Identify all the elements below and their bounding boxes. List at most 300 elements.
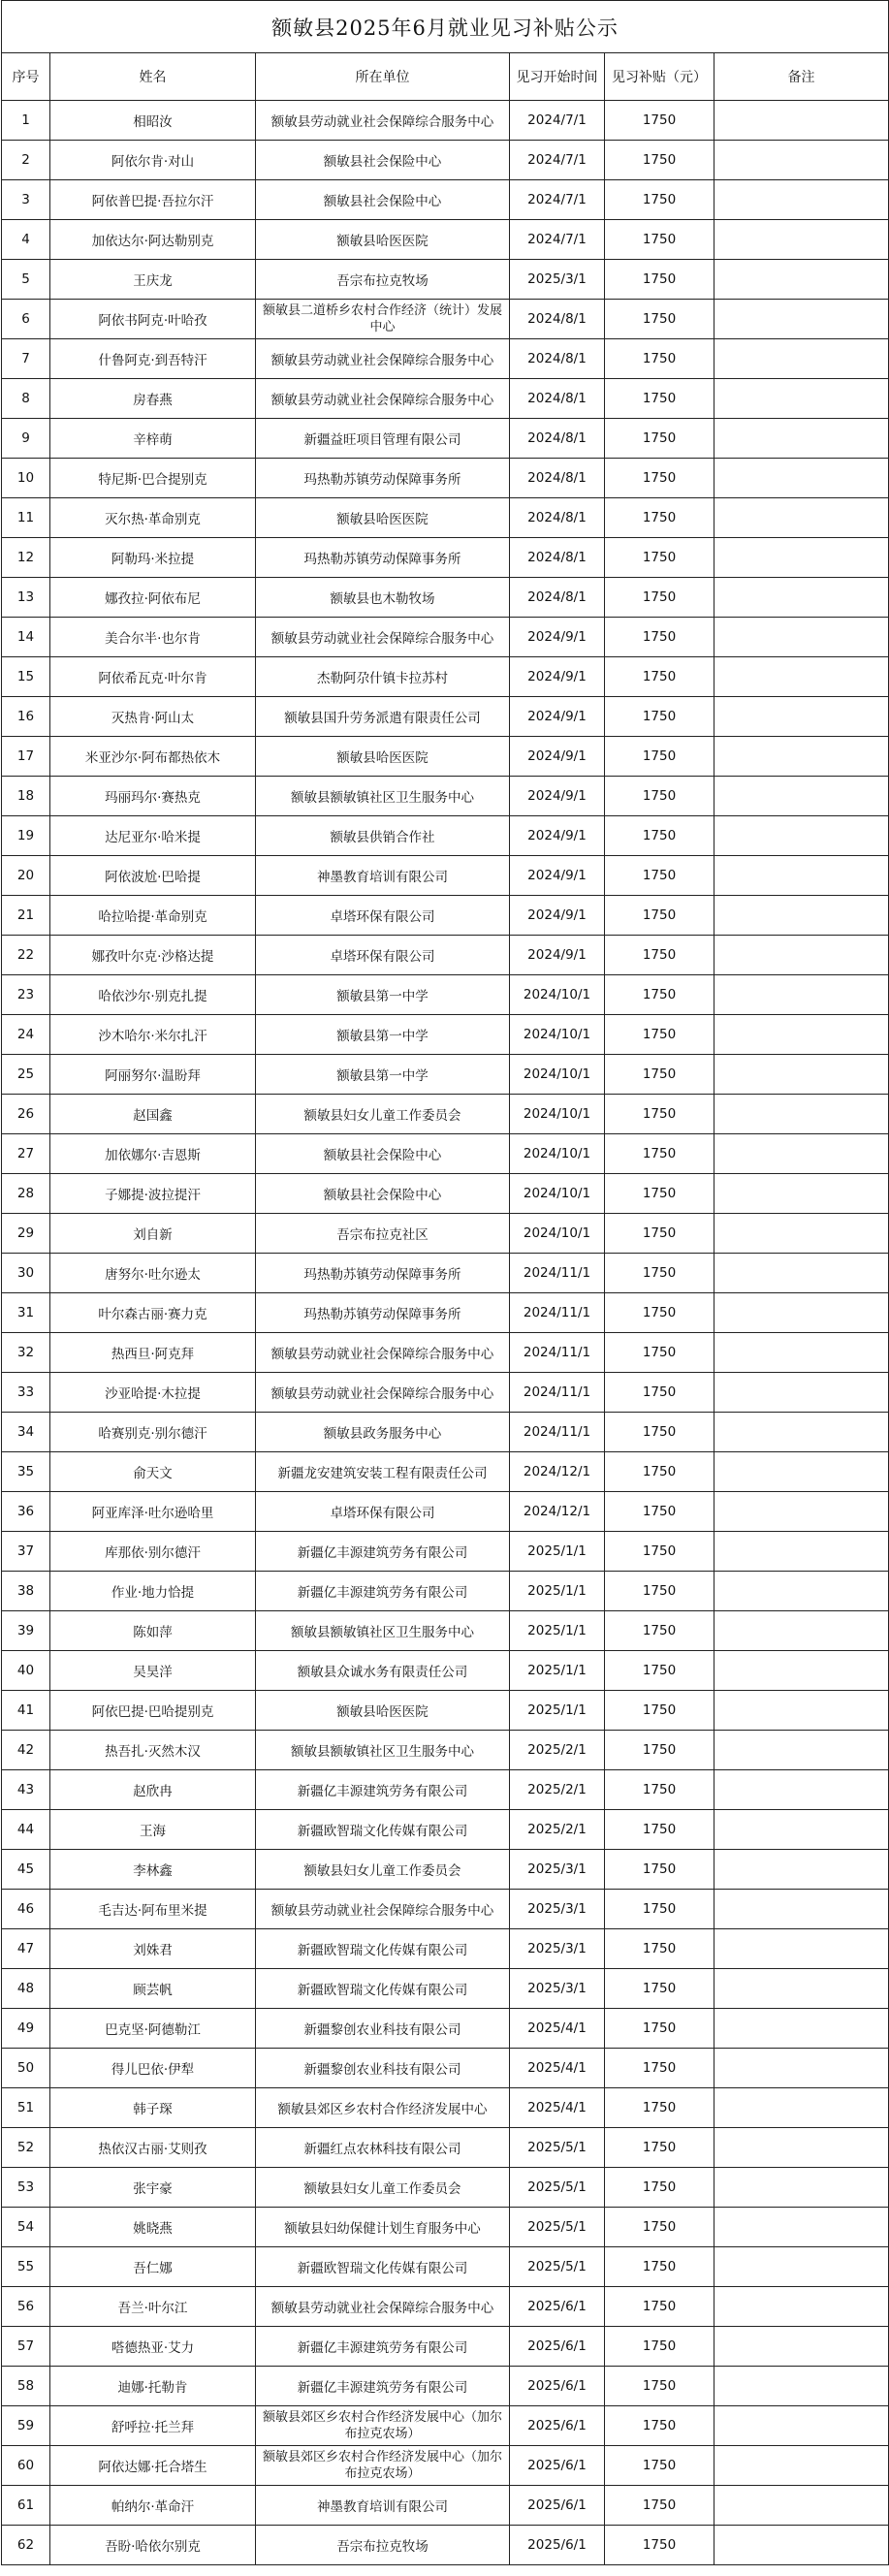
table-row <box>2 1095 889 1134</box>
cell-index: 27 <box>2 1134 50 1174</box>
cell-name: 张宇豪 <box>50 2168 256 2208</box>
table-row <box>2 1134 889 1174</box>
cell-start-date: 2024/10/1 <box>510 975 605 1015</box>
cell-index: 32 <box>2 1333 50 1373</box>
table-row <box>2 856 889 896</box>
cell-index: 3 <box>2 180 50 220</box>
table-row <box>2 141 889 180</box>
cell-subsidy: 1750 <box>605 339 714 379</box>
cell-unit: 新疆欧智瑞文化传媒有限公司 <box>256 1810 510 1850</box>
cell-subsidy: 1750 <box>605 1015 714 1055</box>
cell-index: 28 <box>2 1174 50 1214</box>
cell-note <box>714 2208 889 2247</box>
cell-start-date: 2025/4/1 <box>510 2088 605 2128</box>
cell-subsidy: 1750 <box>605 1452 714 1492</box>
cell-subsidy: 1750 <box>605 2247 714 2287</box>
cell-start-date: 2025/4/1 <box>510 2009 605 2049</box>
table-row <box>2 2446 889 2486</box>
cell-note <box>714 498 889 538</box>
cell-index: 31 <box>2 1293 50 1333</box>
cell-start-date: 2024/10/1 <box>510 1055 605 1095</box>
cell-name: 什鲁阿克·到吾特汗 <box>50 339 256 379</box>
cell-name: 赵欣冉 <box>50 1770 256 1810</box>
cell-note <box>714 1890 889 1929</box>
cell-start-date: 2025/1/1 <box>510 1572 605 1611</box>
cell-start-date: 2024/9/1 <box>510 816 605 856</box>
cell-subsidy: 1750 <box>605 2486 714 2526</box>
cell-note <box>714 1770 889 1810</box>
table-row <box>2 1492 889 1532</box>
cell-start-date: 2024/10/1 <box>510 1174 605 1214</box>
cell-name: 辛梓萌 <box>50 419 256 459</box>
table-row <box>2 2406 889 2446</box>
table-row <box>2 1611 889 1651</box>
cell-name: 毛吉达·阿布里米提 <box>50 1890 256 1929</box>
cell-note <box>714 1611 889 1651</box>
cell-subsidy: 1750 <box>605 936 714 975</box>
cell-index: 22 <box>2 936 50 975</box>
cell-subsidy: 1750 <box>605 1651 714 1691</box>
table-row <box>2 220 889 260</box>
cell-start-date: 2024/9/1 <box>510 657 605 697</box>
cell-note <box>714 2446 889 2486</box>
cell-start-date: 2024/10/1 <box>510 1095 605 1134</box>
cell-name: 达尼亚尔·哈米提 <box>50 816 256 856</box>
table-row <box>2 936 889 975</box>
cell-unit: 额敏县劳动就业社会保障综合服务中心 <box>256 2287 510 2327</box>
cell-index: 16 <box>2 697 50 737</box>
cell-subsidy: 1750 <box>605 379 714 419</box>
cell-start-date: 2024/9/1 <box>510 737 605 777</box>
cell-note <box>714 618 889 657</box>
cell-start-date: 2024/9/1 <box>510 618 605 657</box>
cell-unit: 额敏县妇女儿童工作委员会 <box>256 2168 510 2208</box>
table-row <box>2 1293 889 1333</box>
cell-name: 玛丽玛尔·赛热克 <box>50 777 256 816</box>
cell-unit: 额敏县劳动就业社会保障综合服务中心 <box>256 1890 510 1929</box>
cell-subsidy: 1750 <box>605 2049 714 2088</box>
cell-index: 54 <box>2 2208 50 2247</box>
cell-name: 阿亚库泽·吐尔逊哈里 <box>50 1492 256 1532</box>
cell-index: 8 <box>2 379 50 419</box>
cell-subsidy: 1750 <box>605 1770 714 1810</box>
cell-start-date: 2024/11/1 <box>510 1254 605 1293</box>
cell-unit: 额敏县社会保险中心 <box>256 141 510 180</box>
cell-subsidy: 1750 <box>605 1731 714 1770</box>
cell-name: 吾仁娜 <box>50 2247 256 2287</box>
cell-name: 哈赛别克·别尔德汗 <box>50 1413 256 1452</box>
cell-note <box>714 936 889 975</box>
cell-start-date: 2025/6/1 <box>510 2367 605 2406</box>
table-row <box>2 538 889 578</box>
cell-name: 赵国鑫 <box>50 1095 256 1134</box>
cell-name: 刘姝君 <box>50 1929 256 1969</box>
cell-start-date: 2024/7/1 <box>510 220 605 260</box>
cell-subsidy: 1750 <box>605 2446 714 2486</box>
cell-name: 阿依巴提·巴哈提别克 <box>50 1691 256 1731</box>
cell-name: 吾盼·哈依尔别克 <box>50 2526 256 2565</box>
cell-name: 特尼斯·巴合提别克 <box>50 459 256 498</box>
cell-index: 35 <box>2 1452 50 1492</box>
cell-index: 51 <box>2 2088 50 2128</box>
cell-index: 29 <box>2 1214 50 1254</box>
cell-note <box>714 1810 889 1850</box>
table-row <box>2 777 889 816</box>
cell-unit: 额敏县妇女儿童工作委员会 <box>256 1095 510 1134</box>
table-row <box>2 1770 889 1810</box>
cell-subsidy: 1750 <box>605 538 714 578</box>
cell-unit: 吾宗布拉克社区 <box>256 1214 510 1254</box>
cell-unit: 额敏县社会保险中心 <box>256 1134 510 1174</box>
cell-start-date: 2024/11/1 <box>510 1373 605 1413</box>
cell-unit: 新疆龙安建筑安装工程有限责任公司 <box>256 1452 510 1492</box>
table-row <box>2 459 889 498</box>
cell-name: 子娜提·波拉提汗 <box>50 1174 256 1214</box>
cell-note <box>714 1850 889 1890</box>
cell-name: 阿勒玛·米拉提 <box>50 538 256 578</box>
cell-unit: 额敏县众诚水务有限责任公司 <box>256 1651 510 1691</box>
cell-note <box>714 578 889 618</box>
cell-start-date: 2025/5/1 <box>510 2168 605 2208</box>
cell-subsidy: 1750 <box>605 260 714 300</box>
cell-note <box>714 1214 889 1254</box>
table-row <box>2 2327 889 2367</box>
subsidy-table <box>1 0 889 2565</box>
cell-name: 嗒德热亚·艾力 <box>50 2327 256 2367</box>
cell-subsidy: 1750 <box>605 1492 714 1532</box>
cell-unit: 额敏县额敏镇社区卫生服务中心 <box>256 777 510 816</box>
cell-start-date: 2025/2/1 <box>510 1731 605 1770</box>
cell-start-date: 2024/9/1 <box>510 697 605 737</box>
cell-start-date: 2024/7/1 <box>510 141 605 180</box>
cell-index: 11 <box>2 498 50 538</box>
cell-note <box>714 2128 889 2168</box>
cell-unit: 吾宗布拉克牧场 <box>256 2526 510 2565</box>
table-row <box>2 697 889 737</box>
cell-unit: 新疆亿丰源建筑劳务有限公司 <box>256 1770 510 1810</box>
cell-start-date: 2025/3/1 <box>510 260 605 300</box>
cell-index: 19 <box>2 816 50 856</box>
cell-start-date: 2024/8/1 <box>510 578 605 618</box>
cell-subsidy: 1750 <box>605 498 714 538</box>
cell-unit: 玛热勒苏镇劳动保障事务所 <box>256 1293 510 1333</box>
cell-subsidy: 1750 <box>605 697 714 737</box>
cell-note <box>714 1333 889 1373</box>
cell-index: 55 <box>2 2247 50 2287</box>
table-row <box>2 816 889 856</box>
cell-index: 43 <box>2 1770 50 1810</box>
cell-unit: 额敏县劳动就业社会保障综合服务中心 <box>256 1373 510 1413</box>
cell-name: 哈拉哈提·革命别克 <box>50 896 256 936</box>
cell-index: 38 <box>2 1572 50 1611</box>
cell-start-date: 2024/11/1 <box>510 1333 605 1373</box>
cell-start-date: 2025/3/1 <box>510 1969 605 2009</box>
cell-name: 阿依书阿克·叶哈孜 <box>50 300 256 339</box>
cell-start-date: 2024/9/1 <box>510 777 605 816</box>
cell-index: 10 <box>2 459 50 498</box>
cell-unit: 额敏县劳动就业社会保障综合服务中心 <box>256 101 510 141</box>
cell-start-date: 2025/6/1 <box>510 2446 605 2486</box>
cell-note <box>714 2088 889 2128</box>
cell-name: 俞天文 <box>50 1452 256 1492</box>
cell-unit: 额敏县额敏镇社区卫生服务中心 <box>256 1611 510 1651</box>
table-row <box>2 2088 889 2128</box>
cell-name: 相昭汝 <box>50 101 256 141</box>
cell-subsidy: 1750 <box>605 2406 714 2446</box>
cell-name: 热吾扎·灭然木汉 <box>50 1731 256 1770</box>
cell-subsidy: 1750 <box>605 1890 714 1929</box>
cell-unit: 玛热勒苏镇劳动保障事务所 <box>256 1254 510 1293</box>
table-row <box>2 101 889 141</box>
cell-index: 41 <box>2 1691 50 1731</box>
cell-note <box>714 1055 889 1095</box>
table-row <box>2 618 889 657</box>
cell-unit: 新疆亿丰源建筑劳务有限公司 <box>256 2367 510 2406</box>
cell-name: 灭热肯·阿山太 <box>50 697 256 737</box>
table-row <box>2 2486 889 2526</box>
cell-note <box>714 339 889 379</box>
cell-unit: 额敏县妇女儿童工作委员会 <box>256 1850 510 1890</box>
table-row <box>2 260 889 300</box>
table-row <box>2 2208 889 2247</box>
cell-unit: 额敏县社会保险中心 <box>256 180 510 220</box>
cell-name: 韩子琛 <box>50 2088 256 2128</box>
cell-note <box>714 2168 889 2208</box>
cell-note <box>714 1452 889 1492</box>
cell-index: 36 <box>2 1492 50 1532</box>
cell-start-date: 2024/8/1 <box>510 379 605 419</box>
cell-index: 34 <box>2 1413 50 1452</box>
table-row <box>2 2247 889 2287</box>
cell-start-date: 2025/1/1 <box>510 1691 605 1731</box>
cell-unit: 额敏县国升劳务派遣有限责任公司 <box>256 697 510 737</box>
cell-index: 61 <box>2 2486 50 2526</box>
cell-name: 刘自新 <box>50 1214 256 1254</box>
cell-subsidy: 1750 <box>605 2208 714 2247</box>
cell-subsidy: 1750 <box>605 657 714 697</box>
cell-index: 60 <box>2 2446 50 2486</box>
cell-index: 2 <box>2 141 50 180</box>
cell-note <box>714 856 889 896</box>
cell-index: 33 <box>2 1373 50 1413</box>
cell-note <box>714 1691 889 1731</box>
header-index: 序号 <box>2 53 50 101</box>
cell-name: 顾芸帆 <box>50 1969 256 2009</box>
table-row <box>2 1890 889 1929</box>
cell-note <box>714 975 889 1015</box>
cell-subsidy: 1750 <box>605 1413 714 1452</box>
table-body <box>2 101 889 2565</box>
cell-note <box>714 1174 889 1214</box>
cell-name: 哈依沙尔·别克扎提 <box>50 975 256 1015</box>
cell-index: 40 <box>2 1651 50 1691</box>
cell-subsidy: 1750 <box>605 1174 714 1214</box>
cell-index: 62 <box>2 2526 50 2565</box>
table-row <box>2 2128 889 2168</box>
cell-start-date: 2024/11/1 <box>510 1293 605 1333</box>
cell-index: 1 <box>2 101 50 141</box>
header-subsidy: 见习补贴（元） <box>605 53 714 101</box>
cell-note <box>714 419 889 459</box>
cell-index: 53 <box>2 2168 50 2208</box>
table-row <box>2 1055 889 1095</box>
cell-name: 沙木哈尔·米尔扎汗 <box>50 1015 256 1055</box>
cell-name: 娜孜叶尔克·沙格达提 <box>50 936 256 975</box>
cell-name: 巴克坚·阿德勒江 <box>50 2009 256 2049</box>
cell-subsidy: 1750 <box>605 2128 714 2168</box>
cell-name: 阿依尔肯·对山 <box>50 141 256 180</box>
cell-name: 房春燕 <box>50 379 256 419</box>
cell-note <box>714 2486 889 2526</box>
cell-unit: 新疆亿丰源建筑劳务有限公司 <box>256 1532 510 1572</box>
cell-name: 王庆龙 <box>50 260 256 300</box>
cell-unit: 新疆黎创农业科技有限公司 <box>256 2009 510 2049</box>
cell-note <box>714 2287 889 2327</box>
cell-unit: 新疆欧智瑞文化传媒有限公司 <box>256 1929 510 1969</box>
cell-note <box>714 1134 889 1174</box>
cell-note <box>714 379 889 419</box>
cell-unit: 新疆红点农林科技有限公司 <box>256 2128 510 2168</box>
cell-unit: 额敏县劳动就业社会保障综合服务中心 <box>256 618 510 657</box>
cell-start-date: 2025/1/1 <box>510 1611 605 1651</box>
cell-note <box>714 697 889 737</box>
cell-name: 舒呼拉·托兰拜 <box>50 2406 256 2446</box>
cell-subsidy: 1750 <box>605 1095 714 1134</box>
cell-start-date: 2024/9/1 <box>510 896 605 936</box>
cell-index: 26 <box>2 1095 50 1134</box>
cell-note <box>714 1572 889 1611</box>
cell-index: 52 <box>2 2128 50 2168</box>
cell-note <box>714 1492 889 1532</box>
cell-start-date: 2024/12/1 <box>510 1452 605 1492</box>
cell-unit: 杰勒阿尕什镇卡拉苏村 <box>256 657 510 697</box>
cell-subsidy: 1750 <box>605 1333 714 1373</box>
cell-name: 吴昊洋 <box>50 1651 256 1691</box>
cell-note <box>714 2526 889 2565</box>
cell-index: 58 <box>2 2367 50 2406</box>
cell-index: 9 <box>2 419 50 459</box>
cell-start-date: 2025/2/1 <box>510 1770 605 1810</box>
cell-note <box>714 1254 889 1293</box>
table-row <box>2 419 889 459</box>
cell-unit: 玛热勒苏镇劳动保障事务所 <box>256 538 510 578</box>
cell-start-date: 2024/10/1 <box>510 1015 605 1055</box>
cell-subsidy: 1750 <box>605 578 714 618</box>
table-row <box>2 975 889 1015</box>
cell-subsidy: 1750 <box>605 2287 714 2327</box>
cell-subsidy: 1750 <box>605 737 714 777</box>
cell-unit: 额敏县社会保险中心 <box>256 1174 510 1214</box>
cell-index: 59 <box>2 2406 50 2446</box>
cell-note <box>714 896 889 936</box>
cell-unit: 卓塔环保有限公司 <box>256 1492 510 1532</box>
cell-index: 23 <box>2 975 50 1015</box>
cell-unit: 额敏县郊区乡农村合作经济发展中心（加尔布拉克农场） <box>256 2446 510 2486</box>
header-unit: 所在单位 <box>256 53 510 101</box>
cell-unit: 额敏县哈医医院 <box>256 1691 510 1731</box>
cell-start-date: 2024/12/1 <box>510 1492 605 1532</box>
cell-subsidy: 1750 <box>605 419 714 459</box>
table-row <box>2 2009 889 2049</box>
cell-name: 迪娜·托勒肯 <box>50 2367 256 2406</box>
table-row <box>2 1254 889 1293</box>
cell-start-date: 2025/3/1 <box>510 1890 605 1929</box>
table-row <box>2 1810 889 1850</box>
cell-unit: 额敏县额敏镇社区卫生服务中心 <box>256 1731 510 1770</box>
table-row <box>2 498 889 538</box>
cell-index: 30 <box>2 1254 50 1293</box>
cell-start-date: 2024/11/1 <box>510 1413 605 1452</box>
cell-unit: 卓塔环保有限公司 <box>256 936 510 975</box>
cell-index: 12 <box>2 538 50 578</box>
cell-subsidy: 1750 <box>605 2009 714 2049</box>
cell-index: 14 <box>2 618 50 657</box>
cell-index: 37 <box>2 1532 50 1572</box>
cell-subsidy: 1750 <box>605 816 714 856</box>
table-row <box>2 339 889 379</box>
cell-note <box>714 1095 889 1134</box>
cell-index: 25 <box>2 1055 50 1095</box>
table-row <box>2 1691 889 1731</box>
cell-note <box>714 220 889 260</box>
cell-note <box>714 1373 889 1413</box>
cell-subsidy: 1750 <box>605 141 714 180</box>
cell-unit: 额敏县也木勒牧场 <box>256 578 510 618</box>
cell-index: 7 <box>2 339 50 379</box>
cell-index: 56 <box>2 2287 50 2327</box>
cell-start-date: 2025/5/1 <box>510 2128 605 2168</box>
table-row <box>2 1572 889 1611</box>
cell-subsidy: 1750 <box>605 1373 714 1413</box>
cell-name: 王海 <box>50 1810 256 1850</box>
table-row <box>2 737 889 777</box>
cell-unit: 卓塔环保有限公司 <box>256 896 510 936</box>
cell-name: 库那依·别尔德汗 <box>50 1532 256 1572</box>
cell-name: 阿依希瓦克·叶尔肯 <box>50 657 256 697</box>
cell-start-date: 2024/8/1 <box>510 339 605 379</box>
cell-unit: 神墨教育培训有限公司 <box>256 2486 510 2526</box>
cell-start-date: 2025/6/1 <box>510 2406 605 2446</box>
header-row <box>2 53 889 101</box>
cell-unit: 额敏县第一中学 <box>256 975 510 1015</box>
header-name: 姓名 <box>50 53 256 101</box>
cell-unit: 额敏县第一中学 <box>256 1015 510 1055</box>
cell-unit: 新疆黎创农业科技有限公司 <box>256 2049 510 2088</box>
table-row <box>2 2526 889 2565</box>
cell-name: 作业·地力恰提 <box>50 1572 256 1611</box>
cell-index: 50 <box>2 2049 50 2088</box>
cell-name: 娜孜拉·阿依布尼 <box>50 578 256 618</box>
cell-start-date: 2024/8/1 <box>510 459 605 498</box>
cell-note <box>714 777 889 816</box>
cell-index: 17 <box>2 737 50 777</box>
cell-subsidy: 1750 <box>605 180 714 220</box>
cell-name: 加依达尔·阿达勒别克 <box>50 220 256 260</box>
cell-subsidy: 1750 <box>605 896 714 936</box>
cell-unit: 额敏县劳动就业社会保障综合服务中心 <box>256 1333 510 1373</box>
page-title: 额敏县2025年6月就业见习补贴公示 <box>2 1 889 53</box>
cell-name: 米亚沙尔·阿布都热依木 <box>50 737 256 777</box>
cell-unit: 神墨教育培训有限公司 <box>256 856 510 896</box>
cell-unit: 额敏县政务服务中心 <box>256 1413 510 1452</box>
cell-name: 加依娜尔·吉恩斯 <box>50 1134 256 1174</box>
cell-subsidy: 1750 <box>605 1810 714 1850</box>
cell-unit: 额敏县二道桥乡农村合作经济（统计）发展中心 <box>256 300 510 339</box>
cell-note <box>714 1731 889 1770</box>
table-row <box>2 1731 889 1770</box>
cell-subsidy: 1750 <box>605 1532 714 1572</box>
cell-index: 57 <box>2 2327 50 2367</box>
